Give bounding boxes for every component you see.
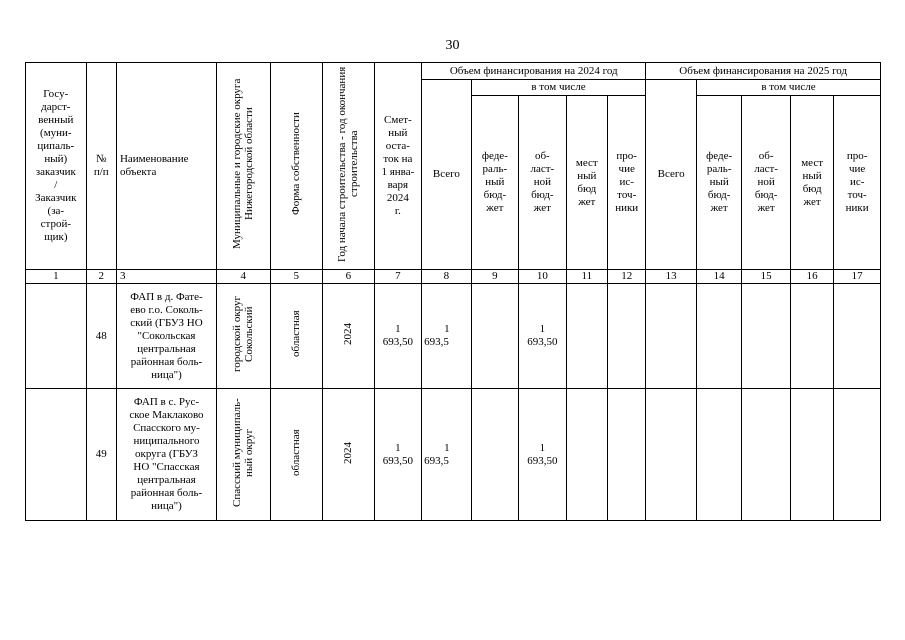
- total-2024-cell: 1 693,5: [422, 284, 472, 389]
- header-municipality: Муниципальные и городские округа Нижегородской области: [216, 63, 270, 270]
- header-num: № п/п: [86, 63, 116, 270]
- object-name: ФАП в с. Рус- ское Маклаково Спасского му- ниципального округа (ГБУЗ НО "Спасская центральная районная боль- ница"): [116, 389, 216, 521]
- customer-cell: [26, 284, 87, 389]
- header-regional-2025: об- ласт- ной бюд- жет: [742, 96, 791, 270]
- municipality-cell: городской округ Сокольский: [216, 284, 270, 389]
- row-number: 48: [86, 284, 116, 389]
- total-2025-cell: [646, 389, 697, 521]
- total-2024-cell: 1 693,5: [422, 389, 472, 521]
- local-2025-cell: [790, 389, 833, 521]
- column-number: 12: [608, 270, 646, 284]
- column-number: 5: [270, 270, 323, 284]
- regional-2025-cell: [742, 284, 791, 389]
- column-number: 10: [519, 270, 566, 284]
- customer-cell: [26, 389, 87, 521]
- municipality-cell: Спасский муниципаль-ный округ: [216, 389, 270, 521]
- header-customer: Госу- дарст- венный (муни- ципаль- ный) заказчик / Заказчик (за- строй- щик): [26, 63, 87, 270]
- column-number-row: [26, 270, 881, 284]
- header-regional-2024: об- ласт- ной бюд- жет: [519, 96, 566, 270]
- remainder-cell: 1 693,50: [374, 284, 421, 389]
- ownership-cell: областная: [270, 389, 323, 521]
- regional-2025-cell: [742, 389, 791, 521]
- page-number: 30: [445, 38, 460, 53]
- column-number: 16: [790, 270, 833, 284]
- federal-2024-cell: [471, 284, 518, 389]
- remainder-cell: 1 693,50: [374, 389, 421, 521]
- other-2024-cell: [608, 284, 646, 389]
- column-number: 13: [646, 270, 697, 284]
- column-number: 3: [116, 270, 216, 284]
- header-fin-2024: Объем финансирования на 2024 год: [422, 63, 646, 80]
- column-number: 8: [422, 270, 472, 284]
- column-number: 17: [834, 270, 881, 284]
- header-other-2025: про- чие ис- точ- ники: [834, 96, 881, 270]
- financing-table: [25, 62, 881, 521]
- local-2025-cell: [790, 284, 833, 389]
- column-number: 9: [471, 270, 518, 284]
- header-object-name: Наименование объекта: [116, 63, 216, 270]
- column-number: 7: [374, 270, 421, 284]
- column-number: 6: [323, 270, 375, 284]
- other-2025-cell: [834, 284, 881, 389]
- column-number: 15: [742, 270, 791, 284]
- row-number: 49: [86, 389, 116, 521]
- column-number: 1: [26, 270, 87, 284]
- years-cell: 2024: [323, 389, 375, 521]
- header-ownership: Форма собственности: [270, 63, 323, 270]
- regional-2024-cell: 1 693,50: [519, 284, 566, 389]
- column-number: 14: [696, 270, 741, 284]
- column-number: 11: [566, 270, 607, 284]
- header-federal-2025: феде- раль- ный бюд- жет: [696, 96, 741, 270]
- total-2025-cell: [646, 284, 697, 389]
- header-years: Год начала строительства - год окончания строительства: [323, 63, 375, 270]
- header-total-2024: Всего: [422, 80, 472, 270]
- header-fin-2025: Объем финансирования на 2025 год: [646, 63, 881, 80]
- ownership-cell: областная: [270, 284, 323, 389]
- header-remainder: Смет- ный оста- ток на 1 янва- варя 2024 г.: [374, 63, 421, 270]
- table-row: [26, 389, 881, 521]
- regional-2024-cell: 1 693,50: [519, 389, 566, 521]
- other-2024-cell: [608, 389, 646, 521]
- header-row-1: [26, 63, 881, 80]
- header-including-2025: в том числе: [696, 80, 880, 96]
- column-number: 4: [216, 270, 270, 284]
- header-including-2024: в том числе: [471, 80, 646, 96]
- header-federal-2024: феде- раль- ный бюд- жет: [471, 96, 518, 270]
- header-local-2025: мест ный бюд жет: [790, 96, 833, 270]
- federal-2025-cell: [696, 389, 741, 521]
- header-local-2024: мест ный бюд жет: [566, 96, 607, 270]
- object-name: ФАП в д. Фате- ево г.о. Соколь- ский (ГБУЗ НО "Сокольская центральная районная боль- ница"): [116, 284, 216, 389]
- federal-2024-cell: [471, 389, 518, 521]
- column-number: 2: [86, 270, 116, 284]
- federal-2025-cell: [696, 284, 741, 389]
- years-cell: 2024: [323, 284, 375, 389]
- table-row: [26, 284, 881, 389]
- header-other-2024: про- чие ис- точ- ники: [608, 96, 646, 270]
- other-2025-cell: [834, 389, 881, 521]
- local-2024-cell: [566, 389, 607, 521]
- header-total-2025: Всего: [646, 80, 697, 270]
- local-2024-cell: [566, 284, 607, 389]
